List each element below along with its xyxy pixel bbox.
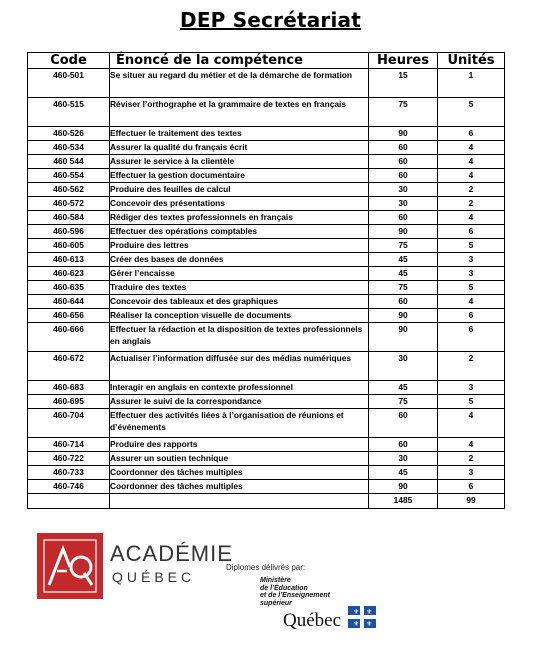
heures-cell: 30	[369, 352, 438, 381]
enonce-cell: Effectuer la rédaction et la disposition de textes professionnels en anglais	[110, 323, 369, 352]
competences-table	[27, 52, 505, 509]
diplomes-delivres-text: Diplomes délivrés par:	[226, 563, 306, 572]
heures-cell: 45	[369, 267, 438, 281]
unites-cell: 6	[438, 225, 505, 239]
table-row	[28, 197, 505, 211]
quebec-wordmark: Québec	[283, 610, 342, 631]
empty-cell	[110, 494, 369, 509]
logo-quebec-text: QUÉBEC	[112, 569, 196, 585]
table-row	[28, 309, 505, 323]
unites-cell: 6	[438, 127, 505, 141]
heures-cell: 90	[369, 309, 438, 323]
code-cell: 460-554	[28, 169, 110, 183]
unites-cell: 4	[438, 295, 505, 309]
academie-quebec-logo	[37, 533, 103, 599]
enonce-cell: Assurer la qualité du français écrit	[110, 141, 369, 155]
code-cell: 460-704	[28, 409, 110, 438]
enonce-cell: Réaliser la conception visuelle de documents	[110, 309, 369, 323]
code-cell: 460-584	[28, 211, 110, 225]
unites-cell: 3	[438, 381, 505, 395]
code-cell: 460 544	[28, 155, 110, 169]
code-cell: 460-623	[28, 267, 110, 281]
enonce-cell: Produire des feuilles de calcul	[110, 183, 369, 197]
empty-cell	[28, 494, 110, 509]
enonce-cell: Rédiger des textes professionnels en français	[110, 211, 369, 225]
heures-cell: 90	[369, 225, 438, 239]
table-row	[28, 141, 505, 155]
unites-cell: 4	[438, 169, 505, 183]
enonce-cell: Créer des bases de données	[110, 253, 369, 267]
table-row	[28, 395, 505, 409]
table-row	[28, 211, 505, 225]
table-row	[28, 183, 505, 197]
unites-cell: 4	[438, 155, 505, 169]
code-cell: 460-613	[28, 253, 110, 267]
heures-cell: 60	[369, 155, 438, 169]
svg-text:⚜: ⚜	[353, 608, 360, 616]
total-heures-cell: 1485	[369, 494, 438, 509]
code-cell: 460-666	[28, 323, 110, 352]
heures-cell: 75	[369, 281, 438, 295]
heures-cell: 60	[369, 141, 438, 155]
heures-cell: 75	[369, 395, 438, 409]
code-cell: 460-722	[28, 452, 110, 466]
table-header-row	[28, 53, 505, 69]
code-cell: 460-635	[28, 281, 110, 295]
heures-cell: 90	[369, 127, 438, 141]
unites-cell: 3	[438, 267, 505, 281]
enonce-cell: Assurer le suivi de la correspondance	[110, 395, 369, 409]
enonce-cell: Réviser l’orthographe et la grammaire de textes en français	[110, 98, 369, 127]
page-title: DEP Secrétariat	[180, 8, 361, 32]
enonce-cell: Assurer un soutien technique	[110, 452, 369, 466]
enonce-cell: Effectuer des opérations comptables	[110, 225, 369, 239]
heures-cell: 30	[369, 452, 438, 466]
enonce-cell: Se situer au regard du métier et de la démarche de formation	[110, 69, 369, 98]
table-row	[28, 323, 505, 352]
unites-cell: 2	[438, 183, 505, 197]
code-cell: 460-714	[28, 438, 110, 452]
enonce-cell: Concevoir des présentations	[110, 197, 369, 211]
enonce-cell: Coordonner des tâches multiples	[110, 466, 369, 480]
unites-cell: 6	[438, 309, 505, 323]
code-cell: 460-534	[28, 141, 110, 155]
table-row	[28, 295, 505, 309]
code-cell: 460-644	[28, 295, 110, 309]
code-cell: 460-733	[28, 466, 110, 480]
code-cell: 460-572	[28, 197, 110, 211]
unites-cell: 2	[438, 452, 505, 466]
heures-cell: 30	[369, 197, 438, 211]
ministere-text: Ministère de l’Éducation et de l’Enseignement supérieur	[260, 577, 331, 607]
unites-cell: 4	[438, 438, 505, 452]
heures-cell: 90	[369, 323, 438, 352]
code-cell: 460-526	[28, 127, 110, 141]
heures-cell: 75	[369, 239, 438, 253]
heures-cell: 90	[369, 480, 438, 494]
svg-text:⚜: ⚜	[366, 620, 373, 628]
table-row	[28, 452, 505, 466]
table-row	[28, 239, 505, 253]
heures-cell: 60	[369, 169, 438, 183]
code-cell: 460-656	[28, 309, 110, 323]
enonce-cell: Effectuer la gestion documentaire	[110, 169, 369, 183]
code-cell: 460-746	[28, 480, 110, 494]
heures-cell: 60	[369, 438, 438, 452]
header-heures: Heures	[369, 53, 438, 69]
heures-cell: 60	[369, 295, 438, 309]
heures-cell: 75	[369, 98, 438, 127]
unites-cell: 6	[438, 323, 505, 352]
table-row	[28, 127, 505, 141]
unites-cell: 4	[438, 211, 505, 225]
table-row	[28, 267, 505, 281]
heures-cell: 15	[369, 69, 438, 98]
enonce-cell: Interagir en anglais en contexte professionnel	[110, 381, 369, 395]
unites-cell: 5	[438, 281, 505, 295]
header-code: Code	[28, 53, 110, 69]
enonce-cell: Coordonner des tâches multiples	[110, 480, 369, 494]
unites-cell: 5	[438, 239, 505, 253]
quebec-flag-icon	[348, 606, 376, 628]
table-row	[28, 409, 505, 438]
enonce-cell: Traduire des textes	[110, 281, 369, 295]
code-cell: 460-562	[28, 183, 110, 197]
heures-cell: 60	[369, 211, 438, 225]
table-row	[28, 281, 505, 295]
unites-cell: 2	[438, 197, 505, 211]
header-unites: Unités	[438, 53, 505, 69]
unites-cell: 2	[438, 352, 505, 381]
enonce-cell: Gérer l’encaisse	[110, 267, 369, 281]
enonce-cell: Effectuer le traitement des textes	[110, 127, 369, 141]
svg-text:⚜: ⚜	[353, 620, 360, 628]
unites-cell: 5	[438, 395, 505, 409]
heures-cell: 60	[369, 409, 438, 438]
table-row	[28, 69, 505, 98]
heures-cell: 45	[369, 466, 438, 480]
code-cell: 460-672	[28, 352, 110, 381]
unites-cell: 6	[438, 480, 505, 494]
code-cell: 460-515	[28, 98, 110, 127]
table-row	[28, 253, 505, 267]
unites-cell: 3	[438, 253, 505, 267]
header-enonce: Énoncé de la compétence	[110, 53, 369, 69]
table-row	[28, 438, 505, 452]
enonce-cell: Assurer le service à la clientèle	[110, 155, 369, 169]
table-row	[28, 466, 505, 480]
enonce-cell: Concevoir des tableaux et des graphiques	[110, 295, 369, 309]
code-cell: 460-605	[28, 239, 110, 253]
code-cell: 460-683	[28, 381, 110, 395]
unites-cell: 4	[438, 141, 505, 155]
total-unites-cell: 99	[438, 494, 505, 509]
unites-cell: 1	[438, 69, 505, 98]
table-row	[28, 98, 505, 127]
table-row	[28, 381, 505, 395]
code-cell: 460-695	[28, 395, 110, 409]
code-cell: 460-596	[28, 225, 110, 239]
enonce-cell: Produire des rapports	[110, 438, 369, 452]
table-row	[28, 155, 505, 169]
table-row	[28, 480, 505, 494]
heures-cell: 45	[369, 253, 438, 267]
enonce-cell: Effectuer des activités liées à l’organisation de réunions et d’événements	[110, 409, 369, 438]
table-row	[28, 169, 505, 183]
unites-cell: 3	[438, 466, 505, 480]
table-row	[28, 225, 505, 239]
totals-row	[28, 494, 505, 509]
heures-cell: 45	[369, 381, 438, 395]
heures-cell: 30	[369, 183, 438, 197]
unites-cell: 5	[438, 98, 505, 127]
table-row	[28, 352, 505, 381]
enonce-cell: Actualiser l’information diffusée sur des médias numériques	[110, 352, 369, 381]
unites-cell: 4	[438, 409, 505, 438]
code-cell: 460-501	[28, 69, 110, 98]
svg-text:⚜: ⚜	[366, 608, 373, 616]
logo-academie-text: ACADÉMIE	[110, 541, 233, 566]
enonce-cell: Produire des lettres	[110, 239, 369, 253]
